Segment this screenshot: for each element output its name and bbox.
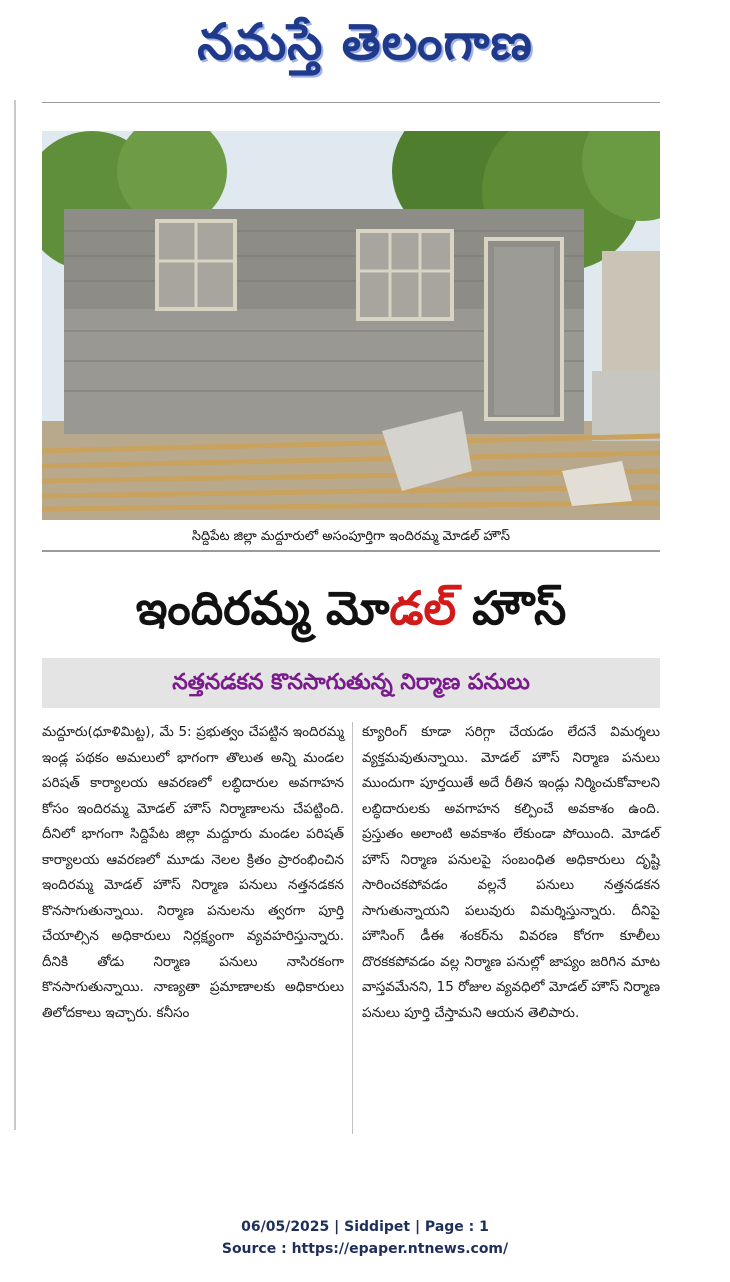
article-photo <box>42 131 660 520</box>
article-body-left: మద్దూరు(ధూళిమిట్ట), మే 5: ప్రభుత్వం చేపట్టిన ఇందిరమ్మ ఇండ్ల పథకం అమలులో భాగంగా తొలుత అన్ని మండల పరిషత్ కార్యాలయ ఆవరణలో లబ్ధిదారుల అవగాహన కోసం ఇందిరమ్మ మోడల్ హౌస్ నిర్మాణాలను చేపట్టింది. దీనిలో భాగంగా సిద్దిపేట జిల్లా మద్దూరు మండల పరిషత్ కార్యాలయ ఆవరణలో మూడు నెలల క్రితం ప్రారంభించిన ఇందిరమ్మ మోడల్ హౌస్ నిర్మాణ పనులు నత్తనడకన కొనసాగుతున్నాయి. నిర్మాణ పనులను త్వరగా పూర్తి చేయాల్సిన అధికారులు నిర్లక్ష్యంగా వ్యవహరిస్తున్నారు. దీనికి తోడు నిర్మాణ పనులు నాసిరకంగా కొనసాగుతున్నాయి. నాణ్యతా ప్రమాణాలకు అధికారులు తిలోదకాలు ఇచ్చారు. కనీసం <box>42 724 344 1021</box>
headline-accent: డల్ <box>389 581 457 635</box>
article-subhead: నత్తనడకన కొనసాగుతున్న నిర్మాణ పనులు <box>42 658 660 708</box>
headline-part-2: హౌస్ <box>456 581 567 635</box>
footer-edition-info: 06/05/2025 | Siddipet | Page : 1 <box>241 1219 489 1235</box>
masthead-divider <box>42 102 660 103</box>
photo-caption: సిద్దిపేట జిల్లా మద్దూరులో అసంపూర్తిగా ఇందిరమ్మ మోడల్ హౌస్ <box>42 522 660 552</box>
construction-site-illustration <box>42 131 660 520</box>
headline-part-1: ఇందిరమ్మ మో <box>135 581 390 635</box>
article-column-left <box>42 720 344 1140</box>
article-headline <box>42 560 660 656</box>
page-left-rule <box>14 100 16 1130</box>
footer-source: Source : https://epaper.ntnews.com/ <box>221 1241 509 1257</box>
newspaper-masthead: నమస్తే తెలంగాణ <box>197 13 533 71</box>
page-footer <box>0 1216 730 1260</box>
article-body-right: క్యూరింగ్ కూడా సరిగ్గా చేయడం లేదనే విమర్శలు వ్యక్తమవుతున్నాయి. మోడల్ హౌస్ నిర్మాణ పనులు ముందుగా పూర్తయితే అదే రీతిన ఇండ్లు నిర్మించుకోవాలని లబ్ధిదారులకు అవగాహన కల్పించే అవకాశం ఉంది. ప్రస్తుతం అలాంటి అవకాశం లేకుండా పోయింది. మోడల్ హౌస్ నిర్మాణ పనులపై సంబంధిత అధికారులు దృష్టి సారించకపోవడం వల్లనే పనులు నత్తనడకన సాగుతున్నాయని పలువురు విమర్శిస్తున్నారు. దీనిపై హౌసింగ్ డీఈ శంకర్‌ను వివరణ కోరగా కూలీలు దొరకకపోవడం వల్ల నిర్మాణ పనుల్లో జాప్యం జరిగిన మాట వాస్తవమేనని, 15 రోజుల వ్యవధిలో మోడల్ హౌస్ నిర్మాణ పనులు పూర్తి చేస్తామని ఆయన తెలిపారు. <box>362 724 660 1021</box>
column-divider <box>352 722 353 1134</box>
article-column-right <box>362 720 660 1140</box>
